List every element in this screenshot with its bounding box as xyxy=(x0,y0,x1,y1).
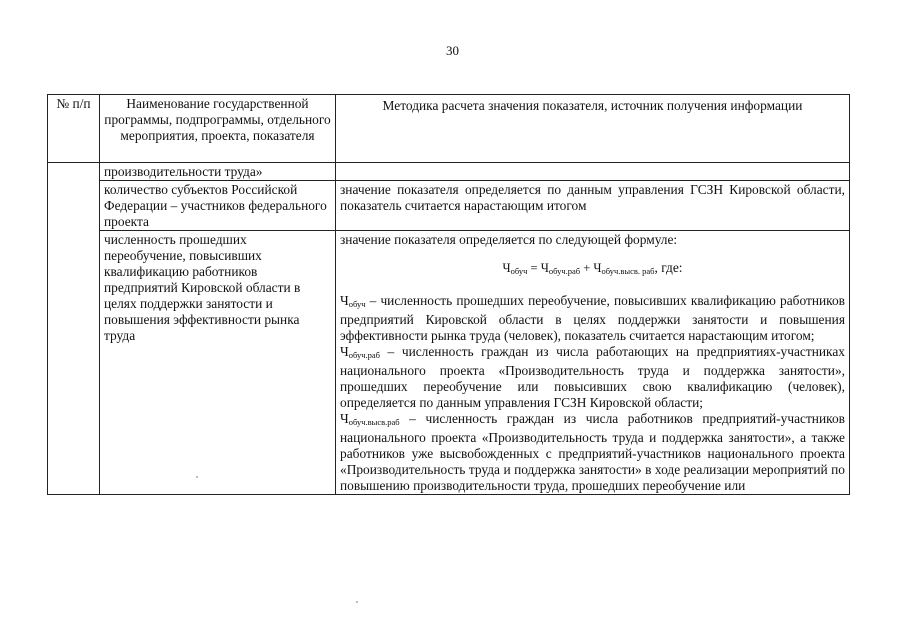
header-name: Наименование государственной программы, подпрограммы, отдельного мероприятия, проекта, показателя xyxy=(100,95,336,163)
row-method-cell xyxy=(336,231,850,495)
formula-plus: + xyxy=(580,261,594,275)
definition-2 xyxy=(340,344,845,411)
definition-symbol: Ч xyxy=(340,411,349,426)
definition-3 xyxy=(340,411,845,494)
formula-lhs: Ч xyxy=(502,261,511,275)
definition-1 xyxy=(340,293,845,344)
row-name-cell: количество субъектов Российской Федерации – участников федерального проекта xyxy=(100,181,336,231)
formula-lhs-sub: обуч xyxy=(510,266,528,276)
table-row xyxy=(48,181,850,231)
formula xyxy=(340,248,845,293)
row-number-cell xyxy=(48,163,100,495)
formula-term2-sub: обуч.высв. раб xyxy=(601,266,655,276)
table-row xyxy=(48,231,850,495)
table-header-row xyxy=(48,95,850,163)
method-intro: значение показателя определяется по следующей формуле: xyxy=(340,232,678,247)
formula-term1: Ч xyxy=(540,261,549,275)
definition-symbol: Ч xyxy=(340,293,349,308)
definition-symbol: Ч xyxy=(340,344,349,359)
formula-term2: Ч xyxy=(593,261,602,275)
indicator-methodology-table xyxy=(47,94,850,495)
table-row xyxy=(48,163,850,181)
definition-subscript: обуч.раб xyxy=(348,350,380,360)
row-method-cell: значение показателя определяется по данным управления ГСЗН Кировской области, показатель считается нарастающим итогом xyxy=(336,181,850,231)
row-name-cell: производительности труда» xyxy=(100,163,336,181)
header-method: Методика расчета значения показателя, источник получения информации xyxy=(336,95,850,163)
header-number: № п/п xyxy=(48,95,100,163)
definition-subscript: обуч xyxy=(348,299,366,309)
formula-tail: , где: xyxy=(654,260,683,275)
formula-equals: = xyxy=(527,261,541,275)
definition-text: – численность граждан из числа работающих на предприятиях-участниках национального проекта «Производительность труда и поддержка занятости», прошедших переобучение или повысивших свою квалификацию (человек), определяется по данным управления ГСЗН Кировской области; xyxy=(340,344,845,410)
row-method-cell xyxy=(336,163,850,181)
scan-speck xyxy=(196,476,198,478)
definition-text: – численность граждан из числа работников предприятий-участников национального проекта «Производительность труда и поддержка занятости», а также работников уже высвобожденных с предприятий-участников национального проекта «Производительность труда и поддержка занятости» в ходе реализации мероприятий по повышению производительности труда, прошедших переобучение или xyxy=(340,411,845,493)
definition-subscript: обуч.высв.раб xyxy=(348,417,400,427)
definition-text: – численность прошедших переобучение, повысивших квалификацию работников предприятий Кировской области в целях поддержки занятости и повышения эффективности рынка труда (человек), показатель считается нарастающим итогом; xyxy=(340,293,845,343)
row-name-cell: численность прошедших переобучение, повысивших квалификацию работников предприятий Кировской области в целях поддержки занятости и повышения эффективности рынка труда xyxy=(100,231,336,495)
scan-speck xyxy=(356,601,358,603)
formula-term1-sub: обуч.раб xyxy=(548,266,581,276)
page-number: 30 xyxy=(446,43,459,58)
